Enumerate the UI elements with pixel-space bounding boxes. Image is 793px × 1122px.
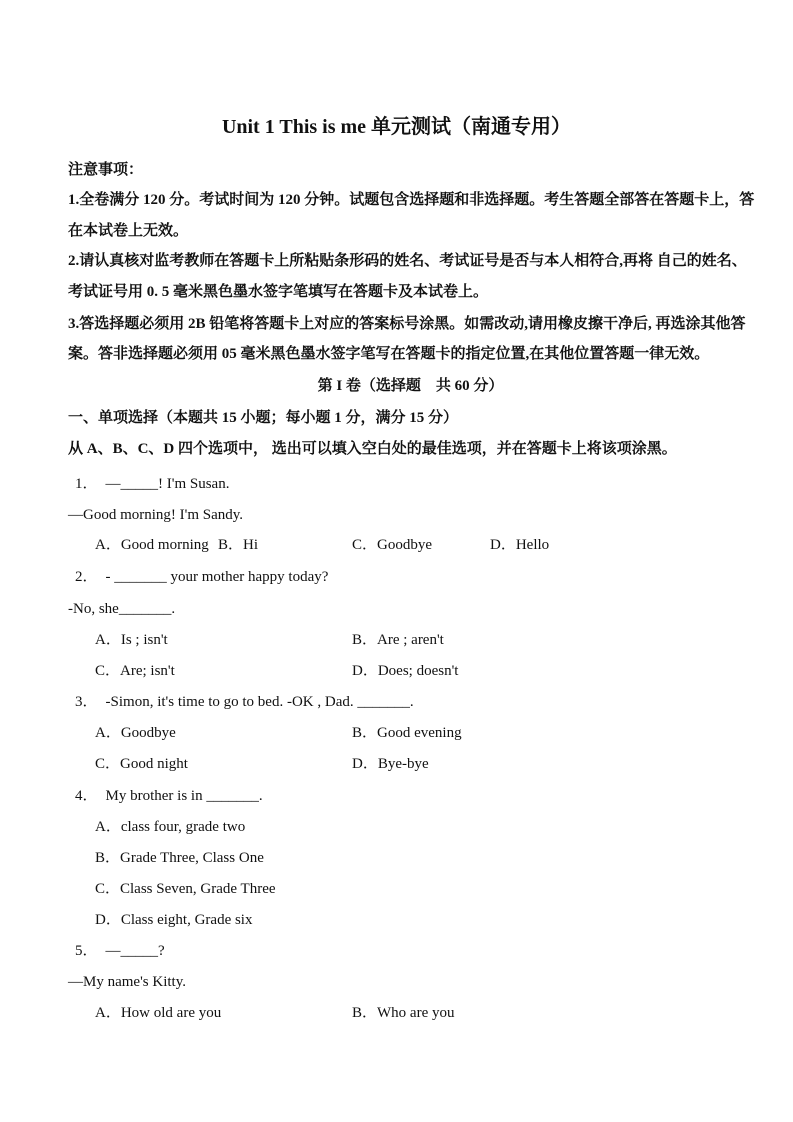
option-c: C．Are; isn't [95, 663, 175, 679]
question-text: My brother is in _______. [105, 788, 263, 804]
question-3-stem [75, 690, 753, 714]
part-instructions: 从 A、B、C、D 四个选项中， 选出可以填入空白处的最佳选项，并在答题卡上将该项涂黑。 [68, 441, 677, 457]
question-4-option-d: D．Class eight, Grade six [95, 912, 253, 928]
question-2-options-row-2 [68, 659, 753, 683]
question-2-reply: -No, she_______. [68, 601, 176, 617]
question-number: 1． [75, 476, 98, 492]
question-number: 4． [75, 788, 98, 804]
question-1-options-row [68, 533, 753, 557]
question-text: —_____? [105, 943, 165, 959]
page-title: Unit 1 This is me 单元测试（南通专用） [221, 116, 572, 138]
question-4-option-c: C．Class Seven, Grade Three [95, 881, 276, 897]
option-d: D．Bye-bye [352, 756, 429, 772]
question-2-stem [75, 565, 753, 589]
question-number: 3． [75, 694, 98, 710]
option-d: D．Does; doesn't [352, 663, 459, 679]
notes-heading: 注意事项： [68, 162, 144, 178]
question-text: -Simon, it's time to go to bed. -OK , Dad. _______. [105, 694, 414, 710]
note-line: 案。答非选择题必须用 05 毫米黑色墨水签字笔写在答题卡的指定位置,在其他位置答题一律无效。 [68, 346, 710, 362]
option-c: C．Good night [95, 756, 188, 772]
question-text: —_____! I'm Susan. [105, 476, 230, 492]
option-a: A．Goodbye [95, 725, 176, 741]
question-number: 2． [75, 569, 98, 585]
part-heading: 一、单项选择（本题共 15 小题；每小题 1 分，满分 15 分） [68, 410, 459, 426]
option-b: B．Good evening [352, 725, 462, 741]
note-line: 在本试卷上无效。 [68, 223, 189, 239]
option-b: B．Hi [218, 537, 259, 553]
note-line: 1.全卷满分 120 分。考试时间为 120 分钟。试题包含选择题和非选择题。考生答题全部答在答题卡上，答 [68, 192, 755, 208]
question-5-stem [75, 939, 753, 963]
question-3-options-row-1 [68, 721, 753, 745]
option-b: B．Who are you [352, 1005, 455, 1021]
question-1-reply: —Good morning! I'm Sandy. [68, 507, 244, 523]
question-1-stem [75, 472, 753, 496]
volume-heading: 第 I 卷（选择题 共 60 分） [317, 378, 504, 394]
question-3-options-row-2 [68, 752, 753, 776]
question-5-reply: —My name's Kitty. [68, 974, 186, 990]
question-text: - _______ your mother happy today? [105, 569, 329, 585]
question-4-stem [75, 784, 753, 808]
option-a: A．Is ; isn't [95, 632, 168, 648]
question-4-option-a: A．class four, grade two [95, 819, 246, 835]
option-c: C．Goodbye [352, 537, 432, 553]
option-d: D．Hello [490, 537, 550, 553]
note-line: 2.请认真核对监考教师在答题卡上所粘贴条形码的姓名、考试证号是否与本人相符合,再将 自己的姓名、 [68, 253, 747, 269]
option-b: B．Are ; aren't [352, 632, 444, 648]
question-2-options-row-1 [68, 628, 753, 652]
option-a: A．Good morning [95, 537, 209, 553]
option-a: A．How old are you [95, 1005, 222, 1021]
question-number: 5． [75, 943, 98, 959]
question-5-options-row [68, 1001, 753, 1025]
question-4-option-b: B．Grade Three, Class One [95, 850, 264, 866]
note-line: 考试证号用 0. 5 毫米黑色墨水签字笔填写在答题卡及本试卷上。 [68, 284, 489, 300]
note-line: 3.答选择题必须用 2B 铅笔将答题卡上对应的答案标号涂黑。如需改动,请用橡皮擦干净后, 再选涂其他答 [68, 316, 746, 332]
